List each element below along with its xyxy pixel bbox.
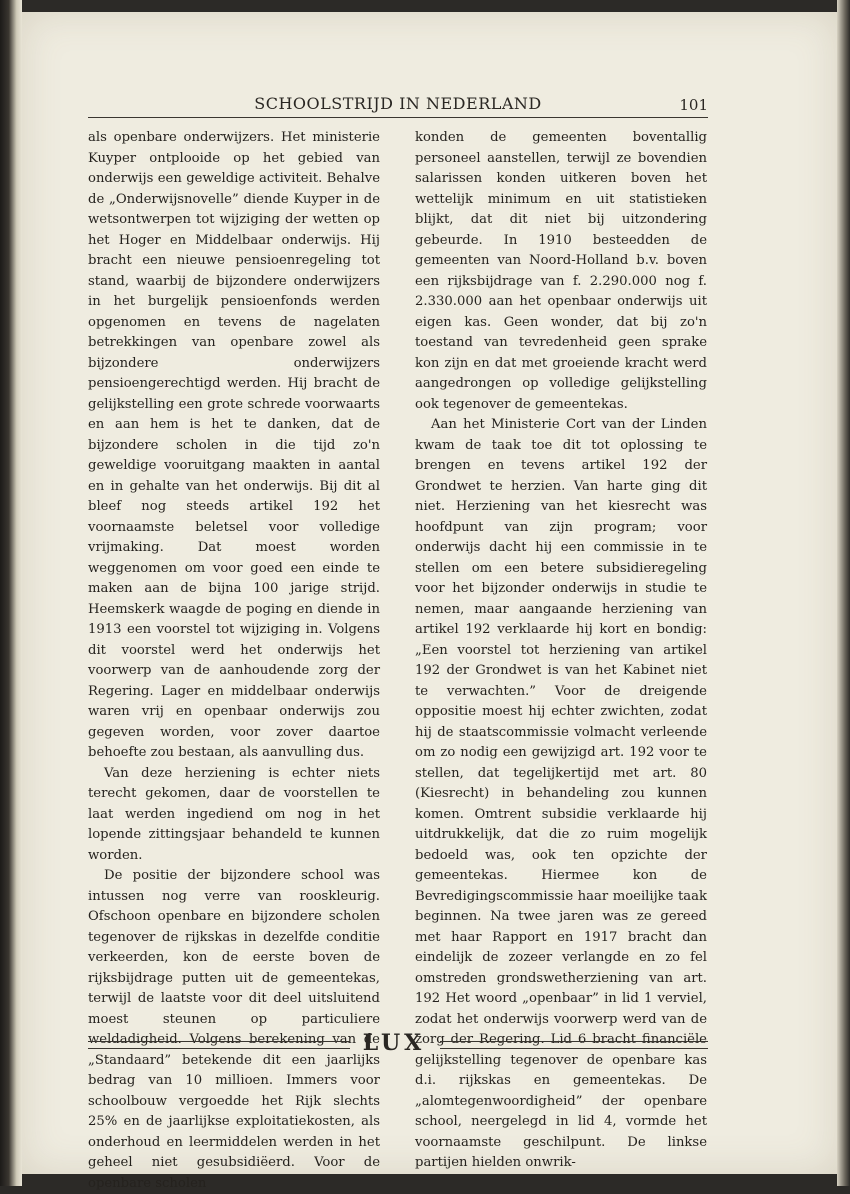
- paragraph: Van deze herziening is echter niets terecht gekomen, daar de voorstellen te laat werden ingediend om nog in het lopende zittingsjaar behandeld te kunnen worden.: [88, 765, 380, 863]
- paragraph: konden de gemeenten boventallig personeel aanstellen, terwijl ze bovendien salarissen konden uitkeren boven het wettelijk minimum en uit statistieken blijkt, dat dit niet bij uitzondering gebeurde. In 1910 besteedden de gemeenten van Noord-Holland b.v. boven een rijksbijdrage van f. 2.290.000 nog f. 2.330.000 aan het openbaar onderwijs uit eigen kas. Geen wonder, dat bij zo'n toestand van tevredenheid geen sprake kon zijn en dat met groeiende kracht werd aangedrongen op volledige gelijkstelling ook tegenover de gemeentekas.: [415, 130, 707, 412]
- running-title: SCHOOLSTRIJD IN NEDERLAND: [254, 94, 542, 113]
- right-column: [415, 128, 707, 1174]
- page-edge: [837, 0, 850, 1186]
- header-rule: [88, 117, 708, 118]
- paragraph: Aan het Ministerie Cort van der Linden kwam de taak toe dit tot oplossing te brengen en tevens artikel 192 der Grondwet te herzien. Van harte ging dit niet. Herziening van het kiesrecht was hoofdpunt van zijn program; voor onderwijs dacht hij een commissie in te stellen om een betere subsidieregeling voor het bijzonder onderwijs in studie te nemen, maar aangaande herziening van artikel 192 verklaarde hij kort en bondig: „Een voorstel tot herziening van artikel 192 der Grondwet is van het Kabinet niet te verwachten.” Voor de dreigende oppositie moest hij echter zwichten, zodat hij de staatscommissie volmacht verleende om zo nodig een gewijzigd art. 192 voor te stellen, dat tegelijkertijd met art. 80 (Kiesrecht) in behandeling zou kunnen komen. Omtrent subsidie verklaarde hij uitdrukkelijk, dat die zo ruim mogelijk bedoeld was, ook ten opzichte der gemeentekas. Hiermee kon de Bevredigingscommissie haar moeilijke taak beginnen. Na twee jaren was ze gereed met haar Rapport en 1917 bracht dan eindelijk de zozeer verlangde en zo fel omstreden grondswetherziening van art. 192 Het woord „openbaar” in lid 1 verviel, zodat het onderwijs voorwerp werd van de zorg der Regering. Lid 6 bracht financiële gelijkstelling tegenover de openbare kas d.i. rijkskas en gemeentekas. De „alomtegenwoordigheid” der openbare school, neergelegd in lid 4, vormde het voornaamste geschilpunt. De linkse partijen hielden onwrik-: [415, 417, 707, 1170]
- paragraph: als openbare onderwijzers. Het ministerie Kuyper ontplooide op het gebied van onderwijs een geweldige activiteit. Behalve de „Onderwijsnovelle” diende Kuyper in de wetsontwerpen tot wijziging der wetten op het Hoger en Middelbaar onderwijs. Hij bracht een nieuwe pensioenregeling tot stand, waarbij de bijzondere onderwijzers in het burgelijk pensioenfonds werden opgenomen en tevens de nagelaten betrekkingen van openbare zowel als bijzondere onderwijzers pensioengerechtigd werden. Hij bracht de gelijkstelling een grote schrede voorwaarts en aan hem is het te danken, dat de bijzondere scholen in die tijd zo'n geweldige vooruitgang maakten in aantal en in gehalte van het onderwijs. Bij dit al bleef nog steeds artikel 192 het voornaamste beletsel voor volledige vrijmaking. Dat moest worden weggenomen om voor goed een einde te maken aan de bijna 100 jarige strijd. Heemskerk waagde de poging en diende in 1913 een voorstel tot wijziging in. Volgens dit voorstel werd het onderwijs het voorwerp van de aanhoudende zorg der Regering. Lager en middelbaar onderwijs waren vrij en openbaar onderwijs zou gegeven worden, voor zover daartoe behoefte zou bestaan, als aanvulling dus.: [88, 130, 380, 760]
- page-footer: [88, 1030, 708, 1060]
- lux-logo: LUX: [362, 1030, 426, 1056]
- paragraph: De positie der bijzondere school was intussen nog verre van rooskleurig. Ofschoon openbare en bijzondere scholen tegenover de rijkskas in dezelfde conditie verkeerden, kon de eerste boven de rijksbijdrage putten uit de gemeentekas, terwijl de laatste voor dit deel uitsluitend moest steunen op particuliere weldadigheid. Volgens berekening van de „Standaard” betekende dit een jaarlijks bedrag van 10 millioen. Immers voor schoolbouw vergoedde het Rijk slechts 25% en de jaarlijkse exploitatiekosten, als onderhoud en leermiddelen werden in het geheel niet gesubsidiëerd. Voor de openbare scholen: [88, 868, 380, 1191]
- book-binding: [0, 0, 22, 1186]
- page-header: [88, 94, 708, 116]
- page-number: 101: [679, 96, 708, 114]
- footer-rule-right: [440, 1041, 708, 1049]
- footer-rule-left: [88, 1041, 350, 1049]
